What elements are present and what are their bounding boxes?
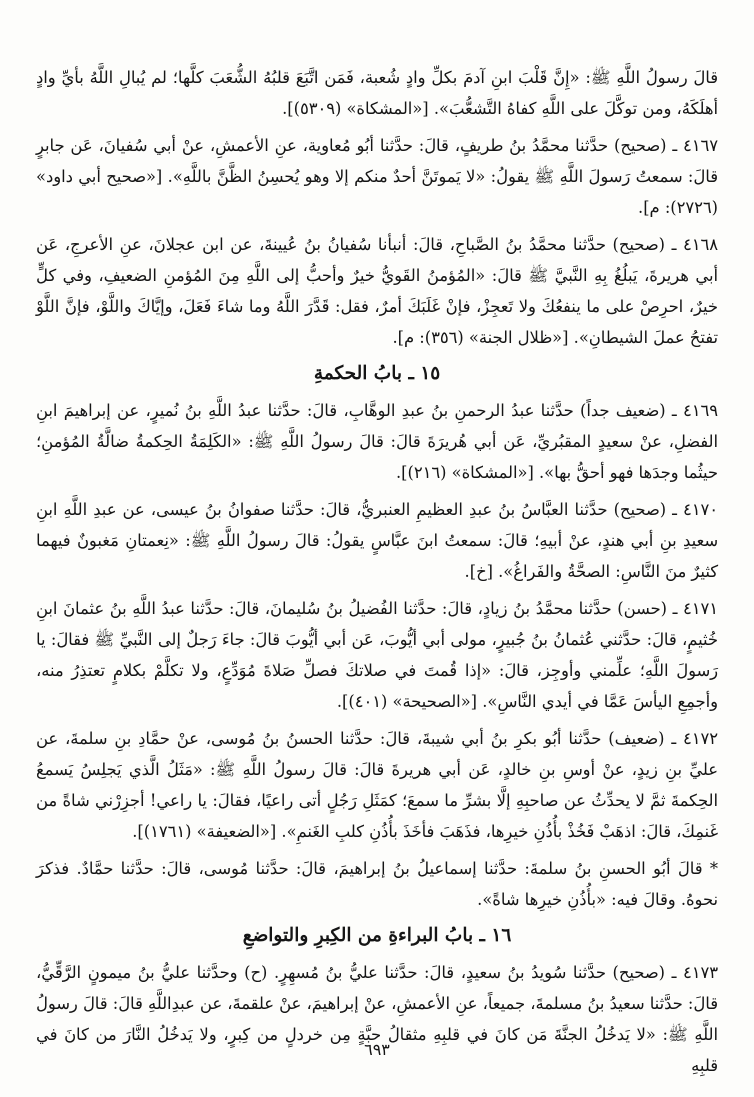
hadith-4167: ٤١٦٧ ـ (صحيح) حدَّثنا محمَّدُ بنُ طريفٍ، قالَ: حدَّثنا أبُو مُعاوية، عنِ الأعمشِ، عنْ أبي سُفيانَ، عَن جابرٍ قالَ: سمعتُ رَسولَ اللَّهِ ﷺ يقولُ: «لا يَموتَنَّ أحدٌ منكم إلا وهو يُحسِنُ الظَّنَّ باللَّهِ». [«صحيح أبي داود» (٢٧٢٦): م]. xyxy=(36,136,718,217)
page-content xyxy=(36,62,718,1081)
note-abu-al-hasan: * قالَ أبُو الحسنِ بنُ سلمةَ: حدَّثنا إسماعيلُ بنُ إبراهيمَ، قالَ: حدَّثنا مُوسى، قالَ: حدَّثنا حمَّادٌ. فذكرَ نحوهُ. وقالَ فيه: «بأُذُنِ خيرِها شاةً». xyxy=(36,859,718,909)
hadith-4173: ٤١٧٣ ـ (صحيح) حدَّثنا سُويدُ بنُ سعيدٍ، قالَ: حدَّثنا عليُّ بنُ مُسهِرٍ. (ح) وحدَّثنا عليُّ بنُ ميمونٍ الرَّقِّيُّ، قالَ: حدَّثنا سعيدُ بنُ مسلمةَ، جميعاً، عنِ الأعمشِ، عنْ إبراهيمَ، عنْ علقمةَ، عن عبدِاللَّهِ قالَ: قالَ رسولُ اللَّهِ ﷺ: «لا يَدخُلُ الجنَّةَ مَن كانَ في قلبِهِ مثقالُ حبَّةٍ مِن خردلٍ من كِبرٍ، ولا يَدخُلُ النَّارَ من كانَ في قلبِهِ xyxy=(36,963,718,1075)
hadith-4169: ٤١٦٩ ـ (ضعيف جداً) حدَّثنا عبدُ الرحمنِ بنُ عبدِ الوهَّابِ، قالَ: حدَّثنا عبدُ اللَّهِ بنُ نُميرٍ، عن إبراهيمَ ابنِ الفضلِ، عنْ سعيدٍ المقبُريِّ، عَن أبي هُريرَةَ قالَ: قالَ رسولُ اللَّهِ ﷺ: «الكَلِمَةُ الحِكمةُ ضالَّةُ المُؤمنِ؛ حيثُما وجدَها فهو أحقُّ بها». [«المشكاة» (٢١٦)]. xyxy=(36,401,718,482)
page-number: ٦٩٣ xyxy=(364,1040,390,1059)
chapter-16-title: ١٦ ـ بابُ البراءةِ من الكِبرِ والتواضعِ xyxy=(242,925,512,946)
hadith-4168: ٤١٦٨ ـ (صحيح) حدَّثنا محمَّدُ بنُ الصَّباحِ، قالَ: أنبأنا سُفيانُ بنُ عُيينةَ، عن ابن عجلانَ، عنِ الأعرجِ، عَن أبي هريرةَ، يَبلُغُ بِهِ النَّبيَّ ﷺ قالَ: «المُؤمنُ القَويُّ خيرٌ وأحبُّ إلى اللَّهِ مِنَ المُؤمنِ الضعيفِ، وفي كلٍّ خيرٌ، احرِصْ على ما ينفعُكَ ولا تَعجِزْ، فإنْ غَلَبَكَ أمرٌ، فقل: قَدَّرَ اللَّهُ وما شاءَ فَعَلَ، وإيَّاكَ واللَّوْ، فإنَّ اللَّوْ تفتحُ عملَ الشيطانِ». [«ظلال الجنة» (٣٥٦): م]. xyxy=(36,235,718,347)
hadith-4172: ٤١٧٢ ـ (ضعيف) حدَّثنا أبُو بكرِ بنُ أبي شيبةَ، قالَ: حدَّثنا الحسنُ بنُ مُوسى، عنْ حمَّادِ بنِ سلمةَ، عن عليِّ بنِ زيدٍ، عنْ أوسِ بنِ خالدٍ، عَن أبي هريرةَ قالَ: قالَ رسولُ اللَّهِ ﷺ: «مَثَلُ الَّذي يَجلِسُ يَسمعُ الحِكمةَ ثمَّ لا يحدِّثُ عن صاحبِهِ إلَّا بشرِّ ما سمعَ؛ كمَثَلِ رَجُلٍ أتى راعيًا، فقالَ: يا راعي! أجزِرْني شاةً من غَنمِكَ، قالَ: اذهَبْ فَخُذْ بأُذُنِ خيرِها، فذَهَبَ فأخَذَ بأُذُنِ كلبِ الغَنمِ». [«الضعيفة» (١٧٦١)]. xyxy=(36,729,718,841)
hadith-4166-ending: قالَ رسولُ اللَّهِ ﷺ: «إِنَّ قَلْبَ ابنِ آدمَ بكلِّ وادٍ شُعبة، فَمَن اتَّبَعَ قلبُهُ الشُّعَبَ كلَّها؛ لم يُبالِ اللَّهُ بأيِّ وادٍ أهلَكَهُ، ومن توكَّلَ على اللَّهِ كفاهُ التَّشعُّبَ». [«المشكاة» (٥٣٠٩)]. xyxy=(36,68,718,118)
hadith-4171: ٤١٧١ ـ (حسن) حدَّثنا محمَّدُ بنُ زيادٍ، قالَ: حدَّثنا الفُضيلُ بنُ سُليمانَ، قالَ: حدَّثنا عبدُ اللَّهِ بنُ عثمانَ ابنِ خُثيمٍ، قالَ: حدَّثني عُثمانُ بنُ جُبيرٍ، مولى أبي أيُّوبَ، عَن أبي أيُّوبَ قالَ: جاءَ رَجلٌ إلى النَّبيِّ ﷺ فقالَ: يا رَسولَ اللَّهِ؛ علِّمني وأوجِز، قالَ: «إذا قُمتَ في صلاتكَ فصلِّ صَلاةَ مُوَدِّعٍ، ولا تكلَّمْ بكلامٍ تعتذِرُ منه، وأجمِعِ اليأسَ عَمَّا في أيدي النَّاسِ». [«الصحيحة» (٤٠١)]. xyxy=(36,599,718,711)
chapter-15-title: ١٥ ـ بابُ الحكمةِ xyxy=(313,363,441,384)
hadith-4170: ٤١٧٠ ـ (صحيح) حدَّثنا العبَّاسُ بنُ عبدِ العظيمِ العنبريُّ، قالَ: حدَّثنا صفوانُ بنُ عيسى، عن عبدِ اللَّهِ ابنِ سعيدِ بنِ أبي هندٍ، عنْ أبيهِ؛ قالَ: سمعتُ ابنَ عبَّاسٍ يقولُ: قالَ رسولُ اللَّهِ ﷺ: «نِعمتانِ مَغبونٌ فيهما كثيرٌ منَ النَّاسِ: الصحَّةُ والفَراغُ». [خ]. xyxy=(36,500,718,581)
